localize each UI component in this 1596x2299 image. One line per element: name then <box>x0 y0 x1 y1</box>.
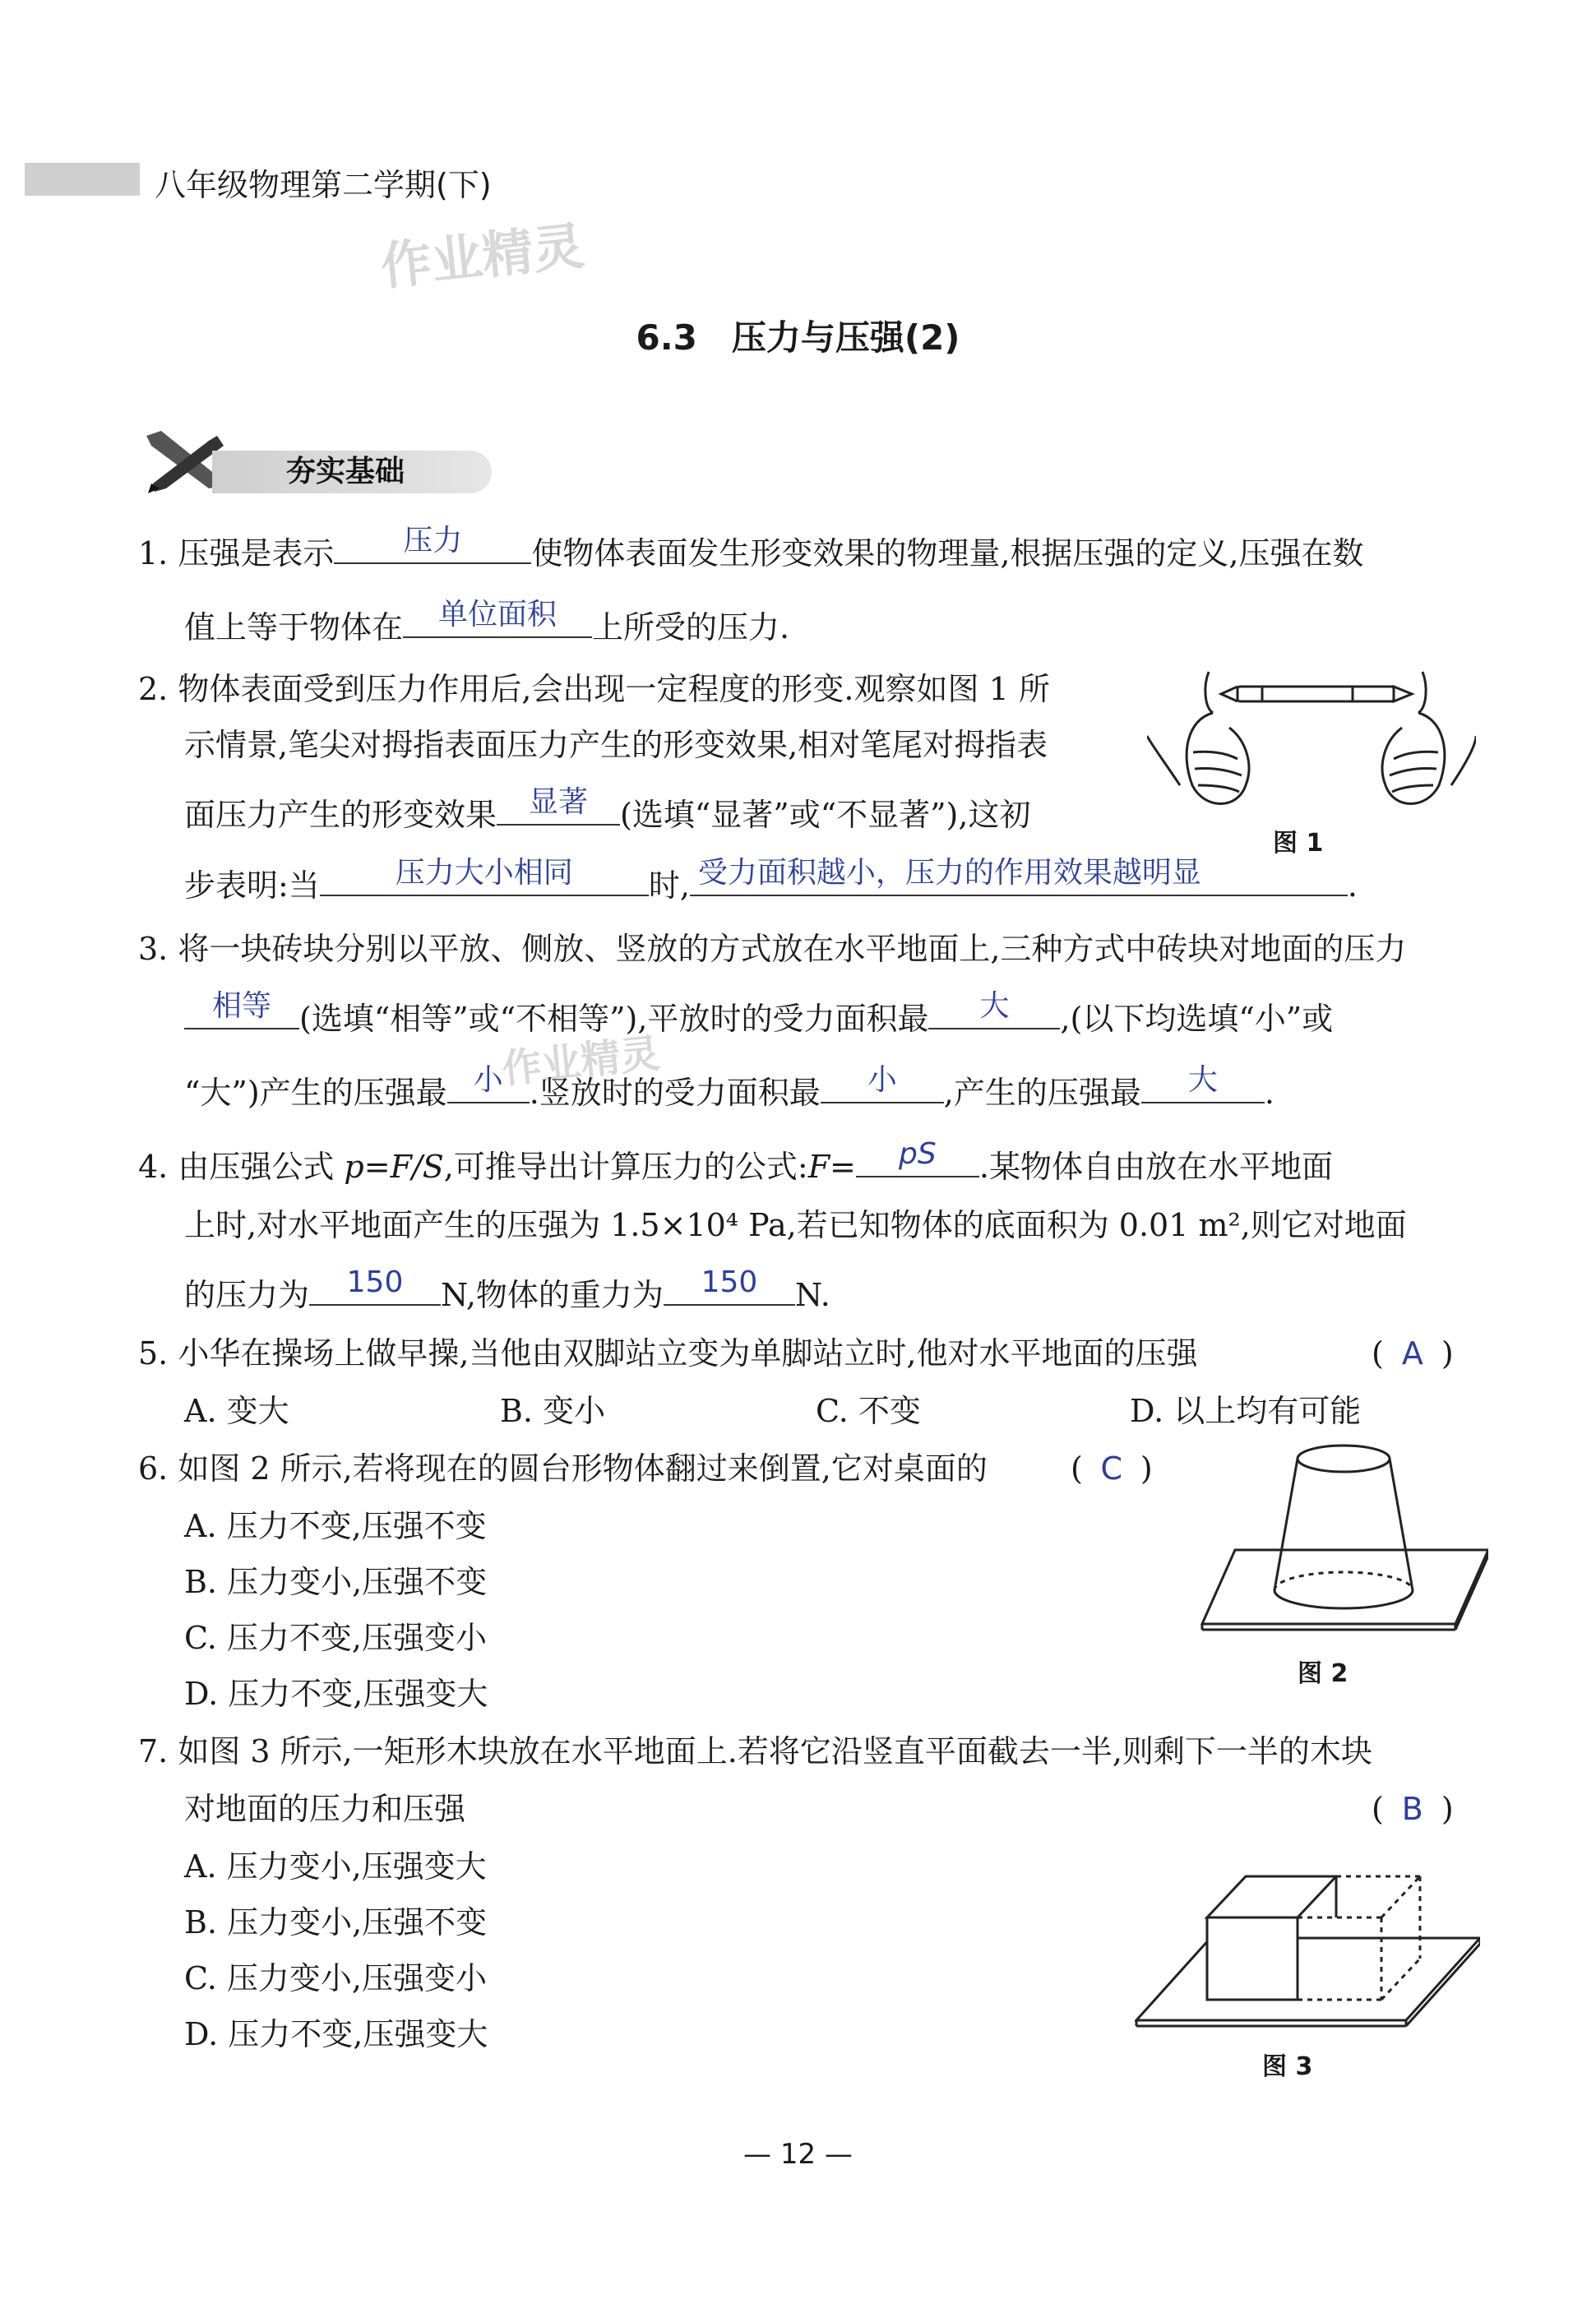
q3-line3 <box>184 1063 1274 1114</box>
q2-line3 <box>184 785 1031 836</box>
q3-answer3: 小 <box>473 1063 503 1097</box>
q5-answer: A <box>1401 1335 1423 1372</box>
q3-text: .竖放时的受力面积最 <box>529 1075 821 1111</box>
q7-answer-bracket: ( B ) <box>1372 1788 1454 1830</box>
figure1-caption: 图 1 <box>1273 829 1324 858</box>
watermark-middle: 作业精灵 <box>500 1030 662 1093</box>
q3-text: “大”)产生的压强最 <box>184 1075 447 1111</box>
q4-blank2 <box>309 1265 441 1306</box>
q1-answer1: 压力 <box>403 524 463 557</box>
q5-option-c: C. 不变 <box>816 1393 921 1429</box>
q3-blank3 <box>447 1063 530 1103</box>
q5-option-d: D. 以上均有可能 <box>1130 1393 1362 1429</box>
section-label: 夯实基础 <box>212 451 492 493</box>
q5-option-b: B. 变小 <box>500 1393 606 1429</box>
q1-text: 使物体表面发生形变效果的物理量,根据压强的定义,压强在数 <box>531 535 1364 571</box>
book-title: 八年级物理第二学期(下) <box>155 167 492 203</box>
q4-text: 4. 由压强公式 <box>138 1149 345 1185</box>
q2-text: 时, <box>648 867 690 904</box>
figure2-frustum-on-plate <box>1200 1439 1488 1644</box>
q1-answer2: 单位面积 <box>438 598 557 631</box>
q7-option-d: D. 压力不变,压强变大 <box>184 2016 488 2052</box>
q3-line2 <box>184 989 1334 1040</box>
q7-stem-line1: 7. 如图 3 所示,一矩形木块放在水平地面上.若将它沿竖直平面截去一半,则剩下一半的木块 <box>138 1733 1372 1769</box>
q4-answer1: pS <box>899 1137 937 1171</box>
q2-answer1: 显著 <box>529 785 589 819</box>
q4-text: ,可推导出计算压力的公式: <box>443 1149 808 1185</box>
q4-line1 <box>138 1137 1333 1188</box>
q4-line2: 上时,对水平地面产生的压强为 1.5×10⁴ Pa,若已知物体的底面积为 0.01 m²,则它对地面 <box>184 1207 1407 1243</box>
q3-answer4: 小 <box>867 1063 897 1097</box>
q1-blank2 <box>403 600 592 638</box>
q3-text: (选填“相等”或“不相等”),平放时的受力面积最 <box>299 1001 929 1037</box>
page-number: — 12 — <box>743 2138 853 2171</box>
q7-answer: B <box>1401 1791 1423 1827</box>
header-decoration-bar <box>25 163 140 196</box>
q3-line1: 3. 将一块砖块分别以平放、侧放、竖放的方式放在水平地面上,三种方式中砖块对地面的压力 <box>138 931 1407 967</box>
q2-text: (选填“显著”或“不显著”),这初 <box>620 797 1031 833</box>
q1-blank1 <box>334 526 531 564</box>
q3-blank1 <box>184 989 299 1029</box>
q4-answer3: 150 <box>701 1265 758 1299</box>
q2-answer3: 受力面积越小，压力的作用效果越明显 <box>697 856 1201 890</box>
q2-line2: 示情景,笔尖对拇指表面压力产生的形变效果,相对笔尾对拇指表 <box>184 727 1048 763</box>
q6-answer-bracket: ( C ) <box>1071 1447 1153 1490</box>
q5-stem: 5. 小华在操场上做早操,当他由双脚站立变为单脚站立时,他对水平地面的压强 <box>138 1335 1198 1372</box>
figure3-caption: 图 3 <box>1262 2052 1313 2081</box>
q7-stem-line2: 对地面的压力和压强 <box>184 1791 466 1827</box>
q4-text: .某物体自由放在水平地面 <box>978 1149 1333 1185</box>
q5-option-a: A. 变大 <box>184 1393 289 1429</box>
q2-answer2: 压力大小相同 <box>395 856 573 890</box>
watermark-top: 作业精灵 <box>377 215 587 297</box>
q3-blank5 <box>1141 1063 1265 1103</box>
q4-blank1 <box>856 1137 979 1177</box>
q4-text: 的压力为 <box>184 1277 310 1313</box>
q6-stem: 6. 如图 2 所示,若将现在的圆台形物体翻过来倒置,它对桌面的 <box>138 1450 988 1487</box>
q2-text: . <box>1347 867 1358 904</box>
q3-text: . <box>1264 1075 1274 1111</box>
q2-blank3 <box>690 858 1348 896</box>
q6-option-a: A. 压力不变,压强不变 <box>184 1508 487 1544</box>
q2-line1: 2. 物体表面受到压力作用后,会出现一定程度的形变.观察如图 1 所 <box>138 671 1050 707</box>
q3-text: ,产生的压强最 <box>943 1075 1141 1111</box>
q3-blank4 <box>821 1063 944 1103</box>
q6-answer: C <box>1100 1450 1123 1487</box>
q2-blank1 <box>497 785 620 826</box>
q4-formula-f: F= <box>807 1149 856 1185</box>
q6-option-d: D. 压力不变,压强变大 <box>184 1676 488 1712</box>
q3-answer5: 大 <box>1187 1063 1218 1097</box>
q4-answer2: 150 <box>346 1265 404 1299</box>
q3-blank2 <box>928 989 1060 1029</box>
figure3-block-on-plate <box>1135 1868 1480 2033</box>
q3-answer2: 大 <box>979 989 1010 1023</box>
q3-answer1: 相等 <box>211 989 271 1023</box>
q1-line1 <box>138 526 1364 575</box>
q4-line3 <box>184 1265 830 1316</box>
q7-option-a: A. 压力变小,压强变大 <box>184 1848 487 1885</box>
q6-option-b: B. 压力变小,压强不变 <box>184 1564 488 1600</box>
q4-text: N,物体的重力为 <box>441 1277 664 1313</box>
q5-answer-bracket: ( A ) <box>1372 1332 1454 1375</box>
q3-text: ,(以下均选填“小”或 <box>1060 1001 1334 1037</box>
page-title: 6.3 压力与压强(2) <box>636 317 960 358</box>
q7-option-b: B. 压力变小,压强不变 <box>184 1904 488 1941</box>
q6-option-c: C. 压力不变,压强变小 <box>184 1620 487 1656</box>
q1-text: 值上等于物体在 <box>184 609 404 645</box>
q4-text: N. <box>794 1277 830 1313</box>
q2-line4 <box>184 858 1358 907</box>
q7-option-c: C. 压力变小,压强变小 <box>184 1960 487 1996</box>
figure2-caption: 图 2 <box>1298 1659 1349 1688</box>
q2-blank2 <box>320 858 649 896</box>
q2-text: 面压力产生的形变效果 <box>184 797 497 833</box>
q1-line2 <box>184 600 789 649</box>
figure1-hands-pen <box>1147 662 1476 818</box>
q4-formula: p=F/S <box>344 1149 444 1185</box>
q1-text: 1. 压强是表示 <box>138 535 335 571</box>
q2-text: 步表明:当 <box>184 867 320 904</box>
q4-blank3 <box>664 1265 795 1306</box>
q1-text: 上所受的压力. <box>592 609 790 645</box>
